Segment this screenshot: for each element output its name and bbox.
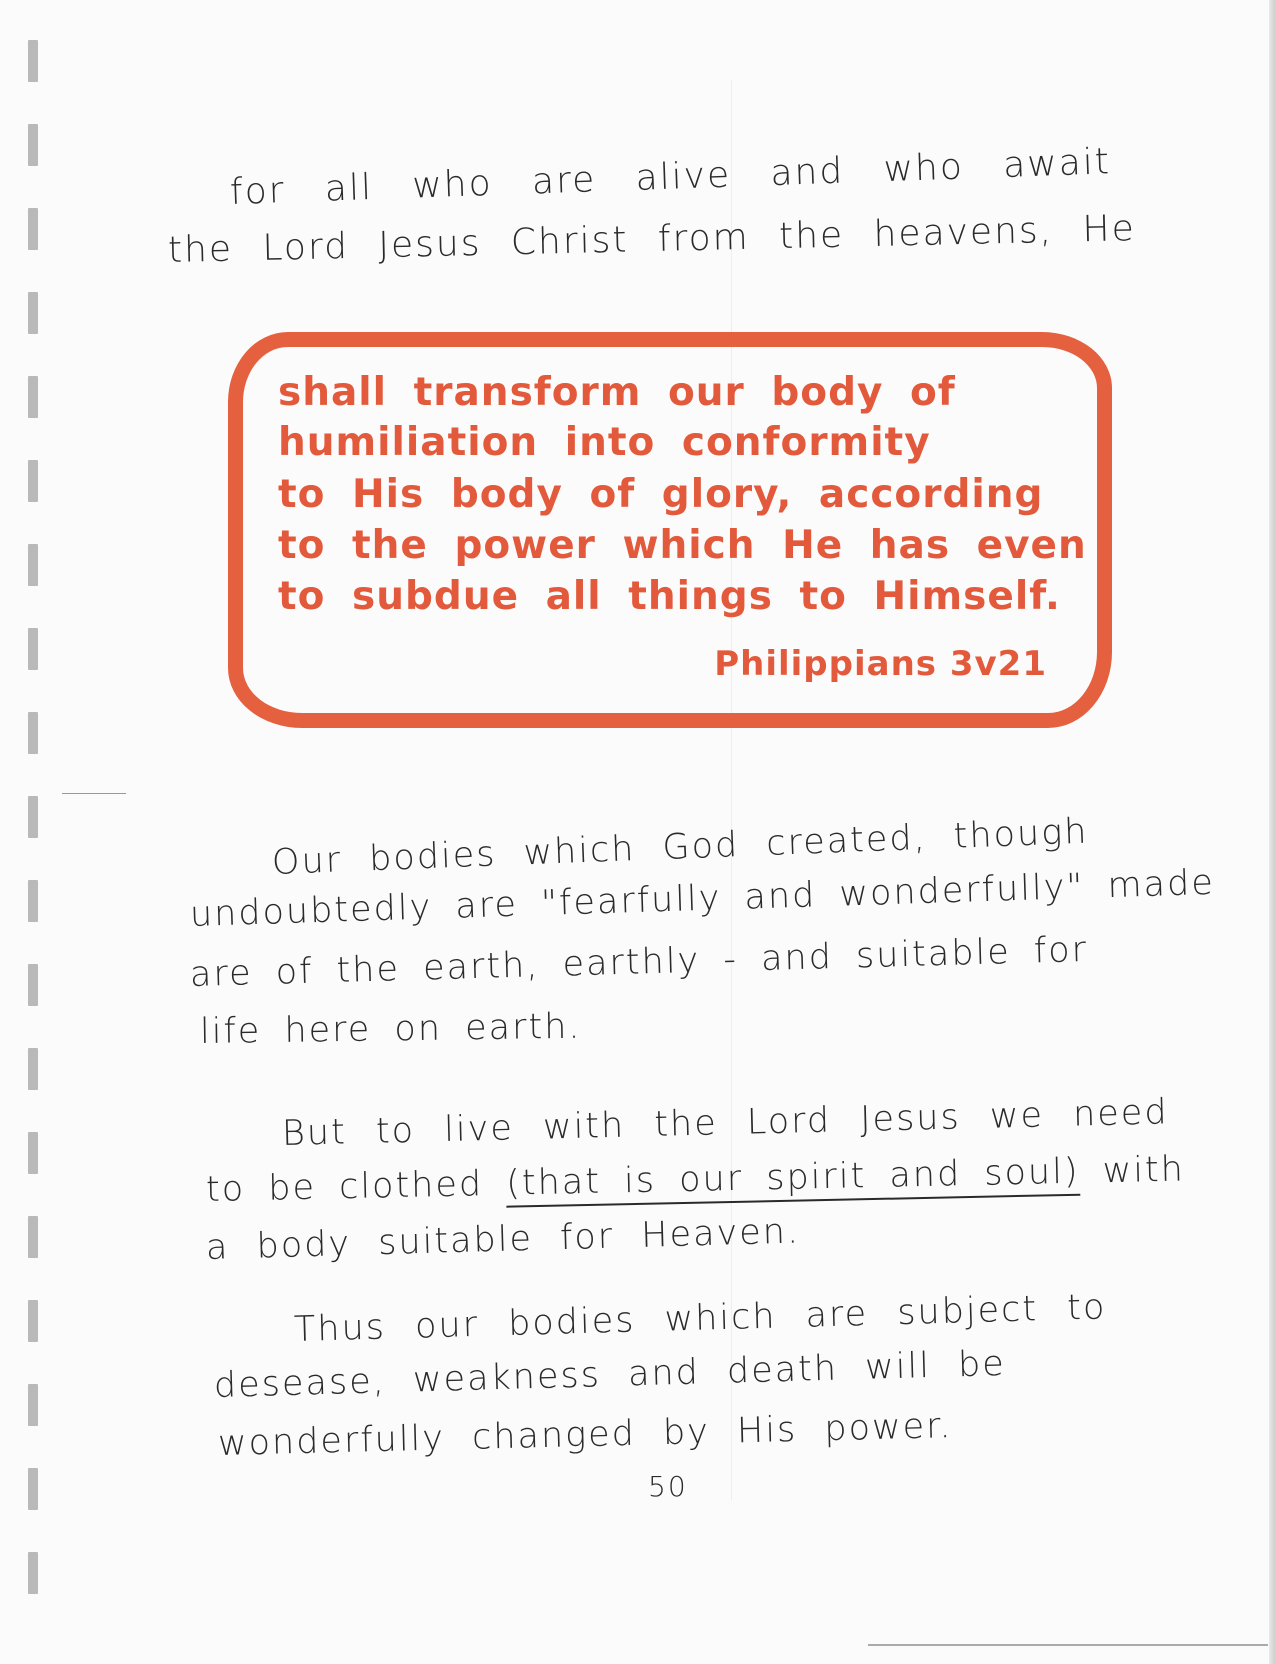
verse-line-4: to the power which He has even bbox=[278, 523, 1087, 568]
verse-line-2: humiliation into conformity bbox=[278, 420, 931, 465]
page-number: 50 bbox=[648, 1470, 688, 1503]
binding-hole-6 bbox=[28, 460, 38, 502]
underlined-phrase: (that is our spirit and soul) bbox=[506, 1152, 1080, 1208]
binding-hole-11 bbox=[28, 880, 38, 922]
stray-pen-mark bbox=[62, 793, 126, 794]
binding-hole-2 bbox=[28, 124, 38, 166]
page-edge-shadow bbox=[1269, 0, 1275, 1664]
binding-hole-15 bbox=[28, 1216, 38, 1258]
paragraph-2-line-2 bbox=[206, 1150, 1186, 1210]
intro-line-1: for all who are alive and who await bbox=[229, 141, 1112, 213]
binding-hole-14 bbox=[28, 1132, 38, 1174]
binding-hole-1 bbox=[28, 40, 38, 82]
binding-hole-19 bbox=[28, 1552, 38, 1594]
paragraph-1-line-4: life here on earth. bbox=[199, 1006, 582, 1052]
verse-line-5: to subdue all things to Himself. bbox=[278, 574, 1061, 619]
paragraph-2-line-1: But to live with the Lord Jesus we need bbox=[281, 1092, 1170, 1154]
fold-crease bbox=[731, 80, 732, 1500]
intro-line-2: the Lord Jesus Christ from the heavens, He bbox=[167, 208, 1137, 271]
binding-hole-16 bbox=[28, 1300, 38, 1342]
binding-hole-5 bbox=[28, 376, 38, 418]
binding-hole-17 bbox=[28, 1384, 38, 1426]
paragraph-2-line-3: a body suitable for Heaven. bbox=[205, 1211, 801, 1268]
verse-line-3: to His body of glory, according bbox=[278, 472, 1044, 517]
binding-hole-18 bbox=[28, 1468, 38, 1510]
paragraph-2-line-2-start: to be clothed bbox=[205, 1163, 507, 1210]
binding-hole-13 bbox=[28, 1048, 38, 1090]
bottom-edge-line bbox=[868, 1644, 1268, 1646]
binding-hole-10 bbox=[28, 796, 38, 838]
binding-hole-8 bbox=[28, 628, 38, 670]
paragraph-1-line-2: undoubtedly are "fearfully and wonderfully" made bbox=[189, 862, 1216, 935]
binding-hole-7 bbox=[28, 544, 38, 586]
verse-reference: Philippians 3v21 bbox=[714, 644, 1047, 684]
binding-hole-3 bbox=[28, 208, 38, 250]
verse-line-1: shall transform our body of bbox=[278, 370, 956, 415]
paragraph-2-line-2-end: with bbox=[1079, 1149, 1186, 1192]
binding-hole-4 bbox=[28, 292, 38, 334]
paragraph-3-line-2: desease, weakness and death will be bbox=[213, 1343, 1007, 1406]
binding-hole-9 bbox=[28, 712, 38, 754]
paragraph-1-line-3: are of the earth, earthly - and suitable for bbox=[189, 929, 1089, 995]
paragraph-3-line-3: wonderfully changed by His power. bbox=[217, 1406, 953, 1464]
paragraph-3-line-1: Thus our bodies which are subject to bbox=[293, 1287, 1107, 1350]
paragraph-1-line-1: Our bodies which God created, though bbox=[271, 811, 1090, 883]
binding-hole-12 bbox=[28, 964, 38, 1006]
